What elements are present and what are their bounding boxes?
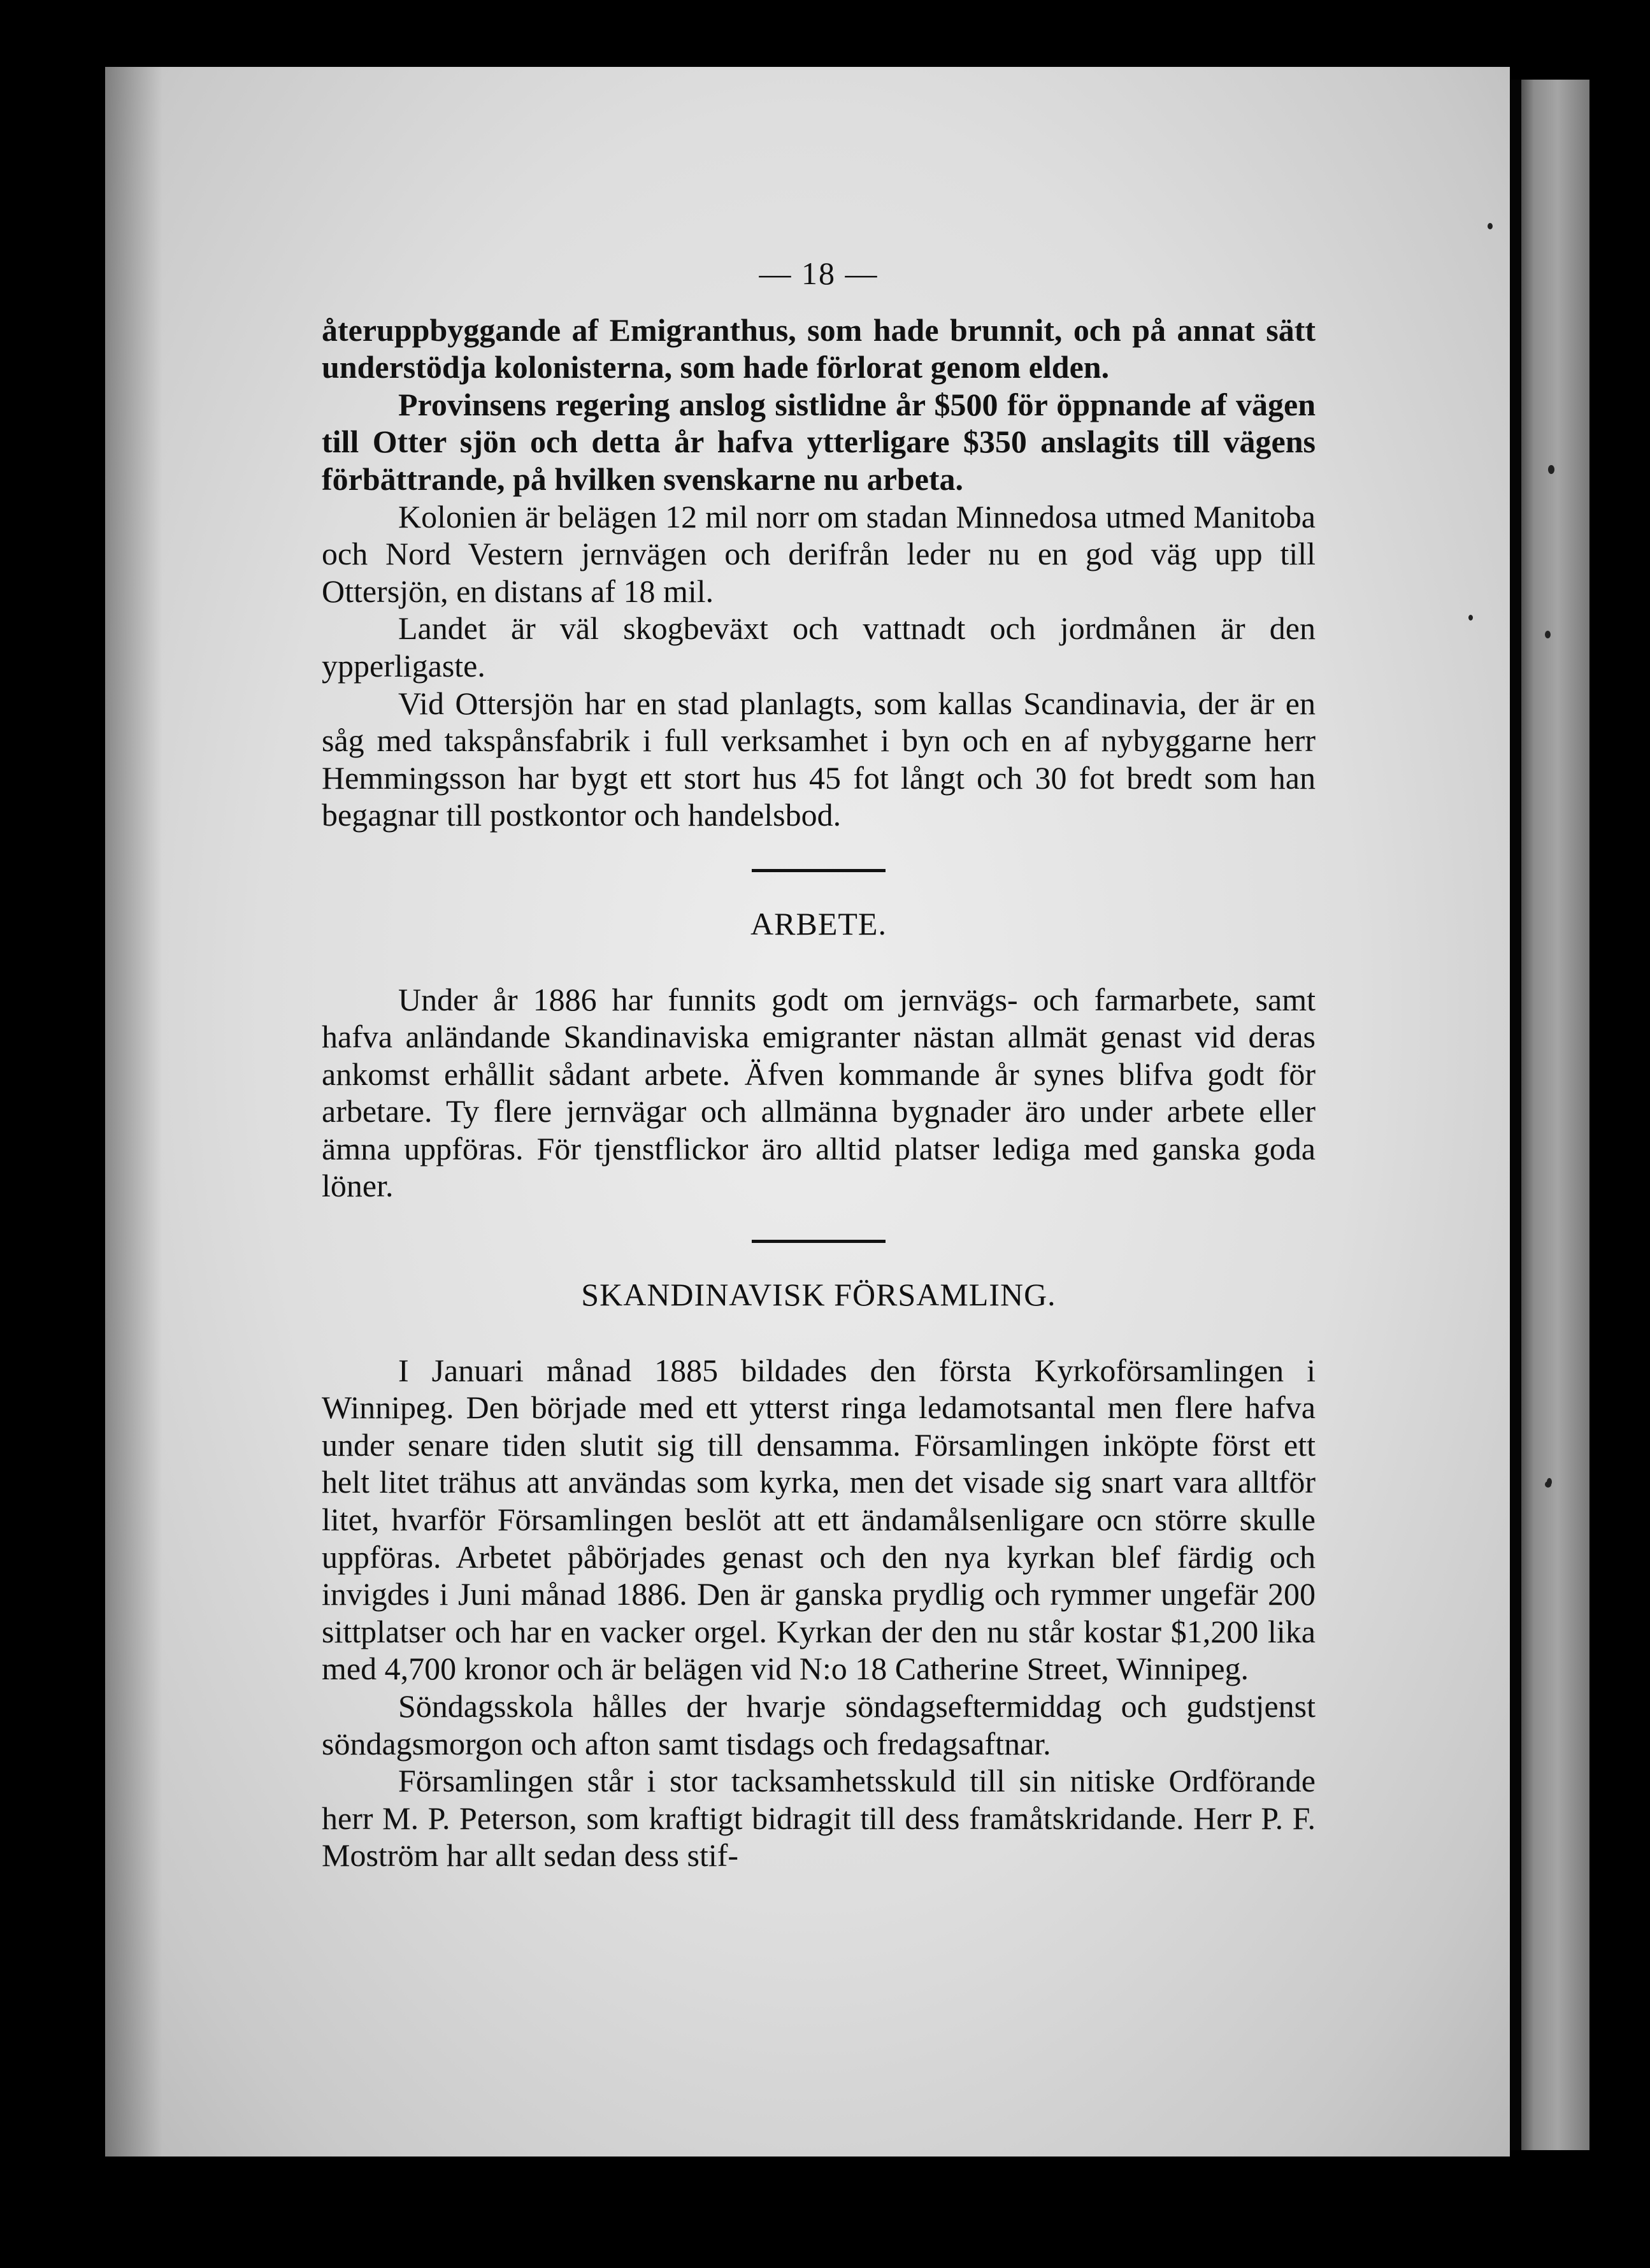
paragraph: Församlingen står i stor tacksamhetsskuld till sin nitiske Ordförande herr M. P. Peterson, som kraftigt bidragit till dess framåtskridande. Herr P. F. Moström har allt sedan dess stif- (322, 1763, 1316, 1874)
paragraph: återuppbyggande af Emigranthus, som hade brunnit, och på annat sätt understödja kolonisterna, som hade förlorat genom elden. (322, 312, 1316, 385)
page-fold-line (1510, 80, 1521, 2150)
scan-speck (1488, 223, 1493, 229)
heading-skandinavisk-forsamling: SKANDINAVISK FÖRSAMLING. (581, 1277, 1056, 1313)
paragraph: Kolonien är belägen 12 mil norr om stadan Minnedosa utmed Manitoba och Nord Vestern jernvägen och derifrån leder nu en god väg upp till Ottersjön, en distans af 18 mil. (322, 498, 1316, 609)
scan-speck (1548, 465, 1554, 474)
arbete-section (322, 981, 1316, 1205)
paragraph: Under år 1886 har funnits godt om jernvägs- och farmarbete, samt hafva anländande Skandinaviska emigranter nästan allmät genast vid deras ankomst erhållit sådant arbete. Äfven kommande år synes blifva godt för arbetare. Ty flere jernvägar och allmänna bygnader äro under arbete eller ämna uppföras. För tjenstflickor äro alltid platser lediga med ganska goda löner. (322, 981, 1316, 1204)
page-text (322, 255, 1316, 1874)
paragraph: Provinsens regering anslog sistlidne år $500 för öppnande af vägen till Otter sjön och detta år hafva ytterligare $350 anslagits till vägens förbättrande, på hvilken svenskarne nu arbeta. (322, 386, 1316, 497)
section-divider (752, 1240, 886, 1243)
paragraph: I Januari månad 1885 bildades den första Kyrkoförsamlingen i Winnipeg. Den började med ett ytterst ringa ledamotsantal men flere hafva under senare tiden slutit sig till densamma. Församlingen inköpte först ett helt litet trähus att användas som kyrka, men det visade sig snart vara alltför litet, hvarför Församlingen beslöt att ett ändamålsenligare ocn större skulle uppföras. Arbetet påbörjades genast och den nya kyrkan blef färdig och invigdes i Juni månad 1886. Den är ganska prydlig och rymmer ungefär 200 sittplatser och har en vacker orgel. Kyrkan der den nu står kostar $1,200 lika med 4,700 kronor och är belägen vid N:o 18 Catherine Street, Winnipeg. (322, 1352, 1316, 1687)
paragraph: Landet är väl skogbeväxt och vattnadt och jordmånen är den ypperligaste. (322, 610, 1316, 684)
page-gutter-shadow (105, 67, 162, 2157)
forsamling-section (322, 1352, 1316, 1874)
section-divider (752, 869, 886, 872)
scan-speck (1545, 631, 1551, 638)
paragraph: Vid Ottersjön har en stad planlagts, som kallas Scandinavia, der är en såg med takspånsfabrik i full verksamhet i byn och en af nybyggarne herr Hemmingsson har bygt ett stort hus 45 fot långt och 30 fot bredt som han begagnar till postkontor och handelsbod. (322, 685, 1316, 833)
paragraph: Söndagsskola hålles der hvarje söndagseftermiddag och gudstjenst söndagsmorgon och afton samt tisdags och fredagsaftnar. (322, 1688, 1316, 1762)
scan-speck (1547, 1478, 1552, 1486)
page-number: — 18 — (759, 255, 879, 291)
intro-section (322, 312, 1316, 834)
scan-speck (1468, 615, 1473, 621)
heading-arbete: ARBETE. (750, 905, 887, 942)
next-page-edge (1510, 80, 1589, 2150)
